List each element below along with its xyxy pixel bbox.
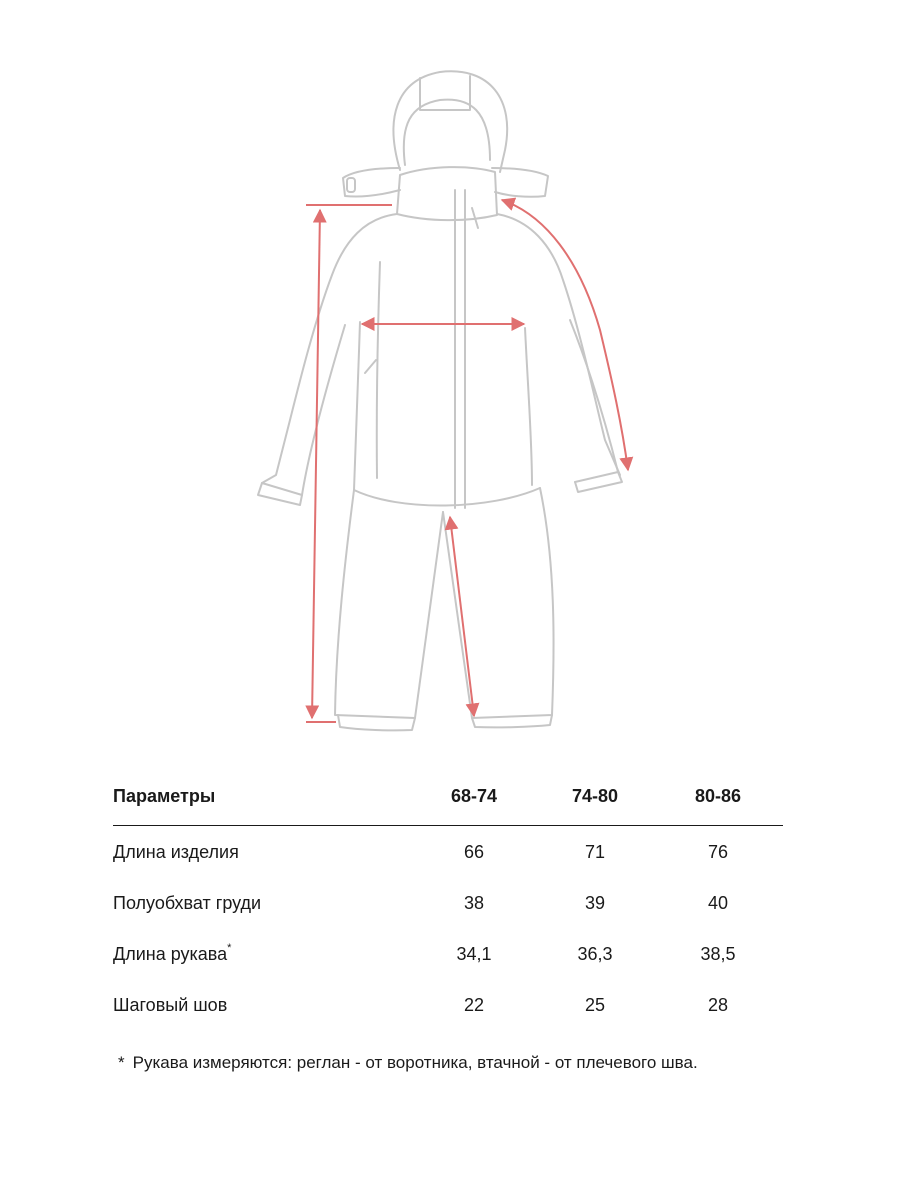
sleeve-arrow [502,200,628,470]
table-row [113,942,783,993]
total-length-arrow [312,210,320,718]
right-sleeve [570,320,618,482]
zipper [455,190,465,508]
row-label: Длина изделия [113,842,239,862]
footnote-text: Рукава измеряются: реглан - от воротника, втачной - от плечевого шва. [132,1053,698,1072]
row-label: Шаговый шов [113,995,228,1015]
jacket-left-side [354,322,360,490]
row-value: 36,3 [577,944,613,964]
size-table [113,770,783,1015]
row-value: 22 [463,995,485,1015]
size-column-2: 74-80 [571,786,619,806]
footnote [118,1053,698,1073]
row-value: 76 [707,842,729,862]
row-value: 38,5 [700,944,736,964]
jacket-right-side [525,328,532,485]
hood-top-panel [420,76,470,110]
header-divider [113,825,783,826]
table-row [113,840,783,891]
inseam-arrow [450,517,474,716]
footnote-mark: * [227,942,232,954]
row-value: 71 [584,842,606,862]
row-value: 25 [584,995,606,1015]
row-value: 28 [707,995,729,1015]
row-label: Полуобхват груди [113,893,262,913]
table-row [113,891,783,942]
table-header [113,770,783,825]
left-sleeve [262,325,345,495]
size-column-1: 68-74 [450,786,498,806]
table-row [113,993,783,1044]
pants-left-leg [335,490,443,718]
row-label: Длина рукава* [113,942,232,964]
size-column-3: 80-86 [694,786,742,806]
row-value: 66 [463,842,485,862]
row-value: 34,1 [456,944,492,964]
jacket-hem [354,488,540,506]
footnote-star: * [118,1053,125,1072]
row-value: 38 [463,893,485,913]
collar [397,167,497,220]
row-value: 39 [584,893,606,913]
row-value: 40 [707,893,729,913]
header-label: Параметры [113,786,216,806]
